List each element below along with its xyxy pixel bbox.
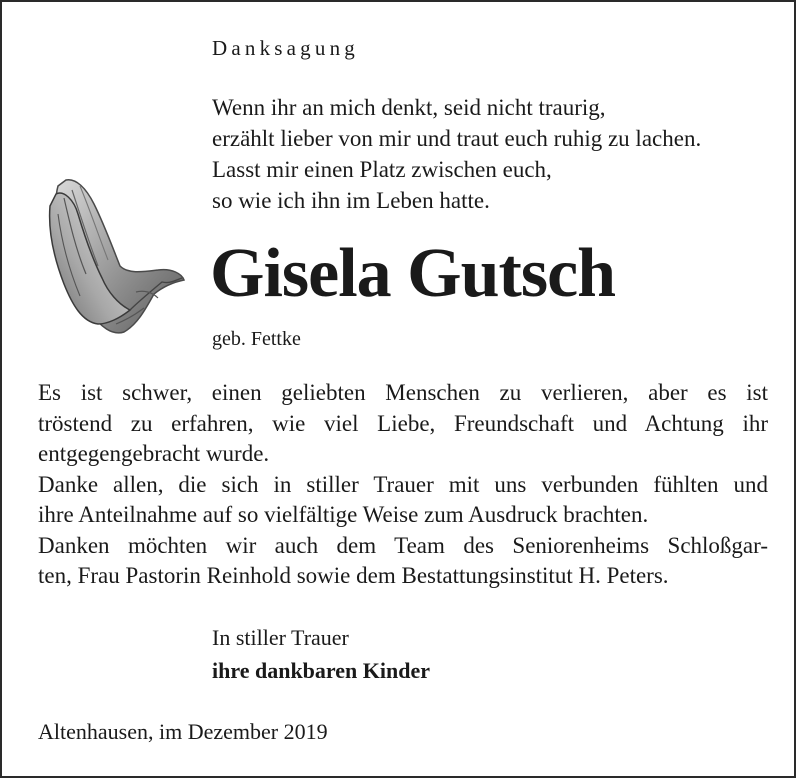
body-line: ten, Frau Pastorin Reinhold sowie dem Bestattungsinstitut H. Peters. bbox=[38, 563, 669, 588]
poem bbox=[212, 92, 701, 216]
body-line: ihre Anteilnahme auf so vielfältige Weise zum Ausdruck brachten. bbox=[38, 502, 649, 527]
body-line: Es ist schwer, einen geliebten Menschen zu verlieren, aber es ist bbox=[38, 380, 768, 405]
poem-line: so wie ich ihn im Leben hatte. bbox=[212, 188, 490, 213]
signature-from: ihre dankbaren Kinder bbox=[212, 658, 431, 683]
signature-intro: In stiller Trauer bbox=[212, 625, 349, 650]
thank-you-text bbox=[38, 378, 768, 592]
deceased-name: Gisela Gutsch bbox=[210, 235, 616, 312]
place-date: Altenhausen, im Dezember 2019 bbox=[38, 719, 328, 744]
body-line: entgegengebracht wurde. bbox=[38, 441, 270, 466]
body-line: Danken möchten wir auch dem Team des Seniorenheims Schloßgar- bbox=[38, 532, 768, 558]
poem-line: erzählt lieber von mir und traut euch ruhig zu lachen. bbox=[212, 126, 702, 151]
notice-heading: Danksagung bbox=[212, 36, 359, 60]
body-line: Danke allen, die sich in stiller Trauer mit uns verbunden fühlten und bbox=[38, 471, 768, 497]
poem-line: Lasst mir einen Platz zwischen euch, bbox=[212, 157, 552, 182]
body-line: tröstend zu erfahren, wie viel Liebe, Freundschaft und Achtung ihr bbox=[38, 410, 768, 436]
praying-hands-icon bbox=[46, 174, 186, 336]
maiden-name: geb. Fettke bbox=[212, 328, 301, 350]
poem-line: Wenn ihr an mich denkt, seid nicht traurig, bbox=[212, 95, 606, 120]
